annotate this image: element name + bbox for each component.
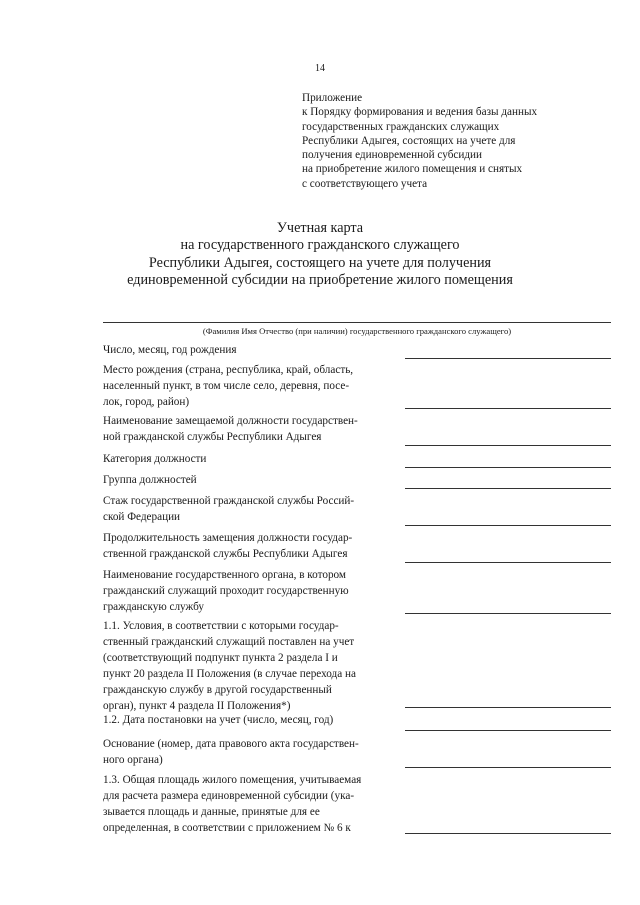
page-number: 14	[315, 63, 325, 74]
field-label-line: (соответствующий подпункт пункта 2 раздела I и	[103, 651, 338, 664]
appendix-line: государственных гражданских служащих	[302, 120, 500, 133]
field-label-line: ной гражданской службы Республики Адыгея	[103, 430, 322, 443]
field-label-line: Категория должности	[103, 453, 207, 465]
field-answer-line[interactable]	[405, 467, 611, 468]
field-label-line: гражданский служащий проходит государственную	[103, 584, 349, 597]
title-line: единовременной субсидии на приобретение жилого помещения	[127, 272, 513, 289]
field-label-service-length	[103, 494, 401, 526]
field-label-registration-conditions	[103, 619, 401, 714]
fio-caption: (Фамилия Имя Отчество (при наличии) государственного гражданского служащего)	[202, 326, 512, 336]
field-label-line: 1.2. Дата постановки на учет (число, месяц, год)	[103, 714, 334, 726]
field-label-line: Стаж государственной гражданской службы Россий-	[103, 495, 355, 507]
appendix-line: Республики Адыгея, состоящих на учете для	[302, 134, 516, 147]
field-label-line: лок, город, район)	[103, 395, 190, 408]
title-line: на государственного гражданского служащего	[180, 237, 460, 254]
field-label-position-duration	[103, 531, 401, 563]
field-label-line: определенная, в соответствии с приложением № 6 к	[103, 821, 351, 834]
field-answer-line[interactable]	[405, 767, 611, 768]
field-label-position-group	[103, 473, 401, 489]
field-label-birth-place	[103, 363, 401, 411]
field-label-line: орган), пункт 4 раздела II Положения*)	[103, 699, 291, 712]
field-answer-line[interactable]	[405, 833, 611, 834]
field-label-line: Место рождения (страна, республика, край, область,	[103, 364, 354, 376]
title-line: Учетная карта	[276, 220, 364, 236]
field-label-line: ской Федерации	[103, 510, 181, 523]
field-label-birth-date	[103, 343, 401, 359]
field-label-line: населенный пункт, в том числе село, деревня, посе-	[103, 379, 350, 392]
field-label-basis	[103, 737, 401, 769]
field-label-line: 1.1. Условия, в соответствии с которыми государ-	[103, 620, 339, 632]
field-answer-line[interactable]	[405, 707, 611, 708]
document-title	[0, 220, 640, 290]
field-label-line: Основание (номер, дата правового акта государствен-	[103, 738, 359, 750]
field-answer-line[interactable]	[405, 488, 611, 489]
field-label-line: Число, месяц, год рождения	[103, 344, 237, 356]
field-label-line: 1.3. Общая площадь жилого помещения, учитываемая	[103, 774, 362, 786]
field-label-line: зывается площадь и данные, принятые для ее	[103, 805, 320, 818]
field-label-registration-date	[103, 713, 401, 729]
field-label-line: гражданскую службу в другой государственный	[103, 683, 332, 696]
field-label-line: ственный гражданский служащий поставлен на учет	[103, 635, 355, 648]
field-answer-line[interactable]	[405, 358, 611, 359]
field-label-line: ственной гражданской службы Республики Адыгея	[103, 547, 348, 560]
appendix-header	[302, 91, 537, 191]
title-line: Республики Адыгея, состоящего на учете для получения	[148, 254, 492, 271]
field-label-line: пункт 20 раздела II Положения (в случае перехода на	[103, 667, 356, 680]
field-answer-line[interactable]	[405, 525, 611, 526]
appendix-line: Приложение	[302, 92, 363, 104]
field-label-position-name	[103, 414, 401, 446]
field-label-line: Группа должностей	[103, 474, 197, 486]
field-label-line: Наименование замещаемой должности государствен-	[103, 415, 358, 427]
field-label-government-body	[103, 568, 401, 616]
field-label-line: ного органа)	[103, 753, 163, 766]
appendix-line: на приобретение жилого помещения и снятых	[302, 163, 523, 176]
field-answer-line[interactable]	[405, 445, 611, 446]
field-answer-line[interactable]	[405, 562, 611, 563]
appendix-line: к Порядку формирования и ведения базы данных	[302, 106, 538, 119]
fio-entry-line[interactable]	[103, 322, 611, 323]
appendix-line: с соответствующего учета	[302, 177, 428, 190]
appendix-line: получения единовременной субсидии	[302, 149, 483, 162]
field-label-line: Наименование государственного органа, в котором	[103, 569, 347, 581]
field-answer-line[interactable]	[405, 408, 611, 409]
field-label-line: для расчета размера единовременной субсидии (ука-	[103, 789, 355, 802]
field-label-line: Продолжительность замещения должности государ-	[103, 532, 353, 544]
field-label-line: гражданскую службу	[103, 600, 204, 613]
field-label-living-area	[103, 773, 401, 837]
field-answer-line[interactable]	[405, 730, 611, 731]
field-label-position-category	[103, 452, 401, 468]
field-answer-line[interactable]	[405, 613, 611, 614]
